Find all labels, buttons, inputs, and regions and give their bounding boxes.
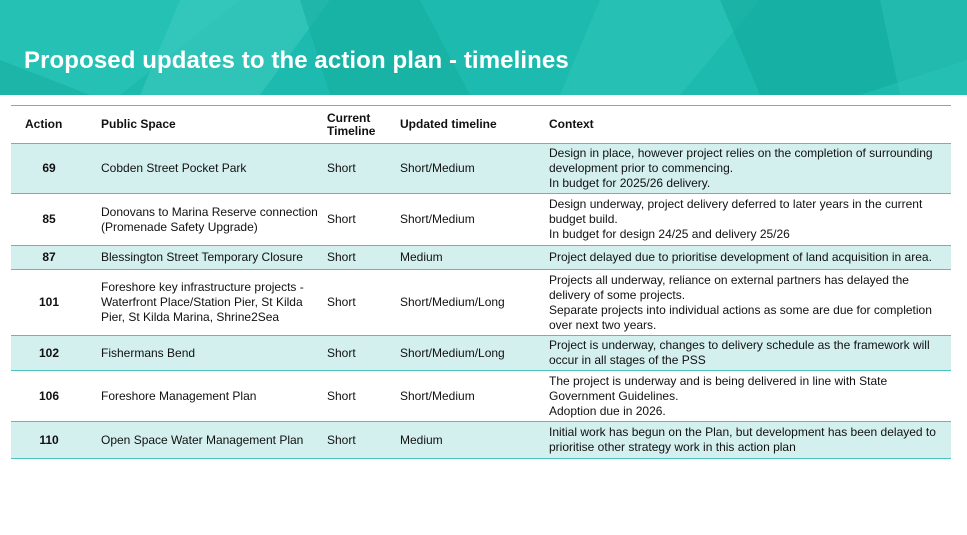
cell-public-space: Foreshore Management Plan <box>101 388 257 403</box>
cell-public-space: Fishermans Bend <box>101 345 196 360</box>
table-row <box>11 422 951 459</box>
header-context: Context <box>549 117 594 131</box>
cell-updated-timeline: Medium <box>400 250 443 264</box>
header-current-timeline: Current Timeline <box>327 110 376 138</box>
cell-current-timeline: Short <box>327 295 356 309</box>
timeline-table <box>11 105 951 459</box>
context-line: Design in place, however project relies on the completion of surrounding development prior to commencing. <box>549 146 933 175</box>
cell-context <box>549 246 951 270</box>
cell-context <box>549 144 951 194</box>
context-line: Separate projects into individual actions as some are due for completion over next two years. <box>549 302 932 332</box>
page-title: Proposed updates to the action plan - timelines <box>24 47 569 74</box>
cell-action: 69 <box>42 161 56 175</box>
table-row <box>11 194 951 246</box>
context-line: Adoption due in 2026. <box>549 403 666 418</box>
table-row <box>11 371 951 422</box>
cell-updated-timeline: Medium <box>400 432 443 447</box>
table-row <box>11 336 951 371</box>
cell-context <box>549 194 951 246</box>
table-row <box>11 246 951 270</box>
table-header-row <box>11 106 951 144</box>
table-row <box>11 270 951 336</box>
cell-current-timeline: Short <box>327 250 356 264</box>
cell-updated-timeline: Short/Medium <box>400 161 475 175</box>
cell-action: 85 <box>42 212 56 226</box>
cell-action: 101 <box>38 295 60 309</box>
context-line: Project is underway, changes to delivery schedule as the framework will occur in all stages of the PSS <box>549 338 930 367</box>
context-line: The project is underway and is being delivered in line with State Government Guidelines. <box>549 373 888 403</box>
header-public-space: Public Space <box>101 117 176 131</box>
cell-action: 87 <box>42 250 56 264</box>
cell-context <box>549 270 951 336</box>
context-line: Project delayed due to prioritise development of land acquisition in area. <box>549 250 932 264</box>
table-body <box>11 144 951 459</box>
cell-context <box>549 422 951 459</box>
cell-action: 110 <box>39 432 59 447</box>
cell-updated-timeline: Short/Medium <box>400 388 475 403</box>
header-action: Action <box>25 117 63 131</box>
table-row <box>11 144 951 194</box>
cell-current-timeline: Short <box>327 388 356 403</box>
cell-public-space: Foreshore key infrastructure projects - Waterfront Place/Station Pier, St Kilda Pier, St Kilda Marina, Shrine2Sea <box>101 280 304 324</box>
cell-current-timeline: Short <box>327 432 356 447</box>
header-banner <box>0 0 967 95</box>
cell-public-space: Open Space Water Management Plan <box>101 432 304 447</box>
cell-updated-timeline: Short/Medium/Long <box>400 295 505 309</box>
cell-current-timeline: Short <box>327 212 356 226</box>
cell-public-space: Blessington Street Temporary Closure <box>101 250 303 264</box>
cell-context <box>549 336 951 371</box>
cell-context <box>549 371 951 422</box>
header-updated-timeline: Updated timeline <box>400 117 497 131</box>
context-line: Design underway, project delivery deferred to later years in the current budget build. <box>549 197 923 226</box>
cell-updated-timeline: Short/Medium <box>400 212 475 226</box>
context-line: Initial work has begun on the Plan, but development has been delayed to prioritise other strategy work in this action plan <box>549 425 936 454</box>
context-line: In budget for design 24/25 and delivery 25/26 <box>549 227 790 241</box>
cell-action: 106 <box>38 388 60 403</box>
cell-updated-timeline: Short/Medium/Long <box>400 345 505 360</box>
cell-action: 102 <box>38 345 60 360</box>
cell-public-space: Donovans to Marina Reserve connection (Promenade Safety Upgrade) <box>101 204 318 234</box>
cell-current-timeline: Short <box>327 161 356 175</box>
context-line: In budget for 2025/26 delivery. <box>549 176 711 190</box>
cell-public-space: Cobden Street Pocket Park <box>101 161 247 175</box>
cell-current-timeline: Short <box>327 345 356 360</box>
context-line: Projects all underway, reliance on external partners has delayed the delivery of some projects. <box>549 272 909 302</box>
